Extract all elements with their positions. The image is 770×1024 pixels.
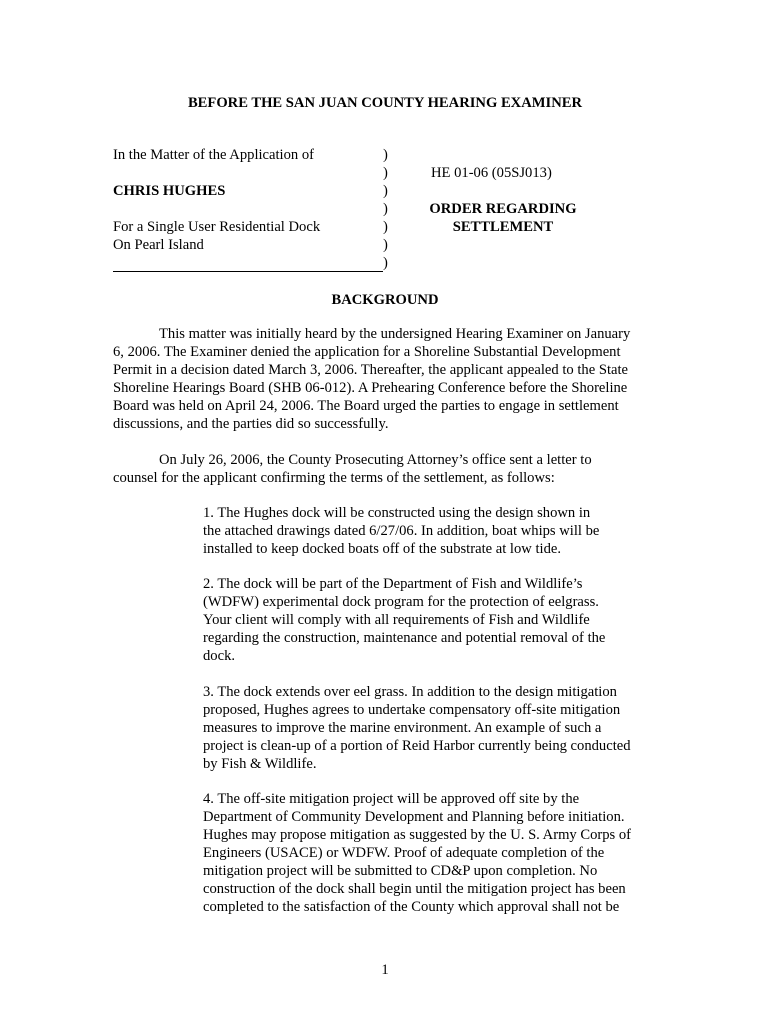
paren: ) (383, 255, 388, 271)
case-caption (113, 146, 673, 276)
text-line: discussions, and the parties did so successfully. (113, 416, 389, 432)
text-line: installed to keep docked boats off of the substrate at low tide. (203, 541, 561, 557)
text-line: project is clean-up of a portion of Reid Harbor currently being conducted (203, 738, 631, 754)
caption-case-info (403, 164, 603, 236)
paren: ) (383, 237, 388, 253)
caption-line: In the Matter of the Application of (113, 147, 315, 163)
text-line: Permit in a decision dated March 3, 2006. Thereafter, the applicant appealed to the State (113, 362, 629, 378)
section-heading: BACKGROUND (331, 292, 439, 308)
text-line: proposed, Hughes agrees to undertake compensatory off-site mitigation (203, 702, 621, 718)
settlement-term-1 (203, 504, 643, 558)
paren: ) (383, 147, 388, 163)
text-line: completed to the satisfaction of the County which approval shall not be (203, 899, 620, 915)
case-number: HE 01-06 (05SJ013) (431, 165, 552, 181)
text-line: regarding the construction, maintenance and potential removal of the (203, 630, 606, 646)
caption-line: On Pearl Island (113, 237, 204, 253)
document-title: BEFORE THE SAN JUAN COUNTY HEARING EXAMINER (187, 95, 583, 111)
text-line: 4. The off-site mitigation project will be approved off site by the (203, 791, 580, 807)
order-title-line: ORDER REGARDING (429, 201, 577, 217)
text-line: measures to improve the marine environment. An example of such a (203, 720, 602, 736)
text-line: On July 26, 2006, the County Prosecuting Attorney’s office sent a letter to (159, 452, 592, 468)
paragraph-background (113, 325, 655, 433)
text-line: mitigation project will be submitted to CD&P upon completion. No (203, 863, 598, 879)
paren: ) (383, 201, 388, 217)
caption-line (113, 164, 383, 182)
text-line: Shoreline Hearings Board (SHB 06-012). A Prehearing Conference before the Shoreline (113, 380, 628, 396)
text-line: Board was held on April 24, 2006. The Board urged the parties to engage in settlement (113, 398, 619, 414)
text-line: (WDFW) experimental dock program for the protection of eelgrass. (203, 594, 599, 610)
text-line: counsel for the applicant confirming the terms of the settlement, as follows: (113, 470, 555, 486)
caption-line: For a Single User Residential Dock (113, 219, 321, 235)
paren: ) (383, 219, 388, 235)
caption-line (113, 200, 383, 218)
text-line: 6, 2006. The Examiner denied the application for a Shoreline Substantial Development (113, 344, 621, 360)
text-line: dock. (203, 648, 236, 664)
paragraph-letter (113, 451, 655, 487)
page-number: 1 (381, 962, 389, 978)
settlement-term-3 (203, 683, 643, 773)
text-line: Hughes may propose mitigation as suggested by the U. S. Army Corps of (203, 827, 632, 843)
settlement-term-4 (203, 790, 643, 916)
paren: ) (383, 183, 388, 199)
text-line: Department of Community Development and Planning before initiation. (203, 809, 625, 825)
settlement-term-2 (203, 575, 643, 665)
applicant-name: CHRIS HUGHES (113, 183, 226, 199)
caption-rule (113, 271, 383, 290)
text-line: This matter was initially heard by the undersigned Hearing Examiner on January (159, 326, 631, 342)
text-line: Your client will comply with all requirements of Fish and Wildlife (203, 612, 590, 628)
paren: ) (383, 165, 388, 181)
text-line: construction of the dock shall begin until the mitigation project has been (203, 881, 626, 897)
order-title-line: SETTLEMENT (452, 219, 554, 235)
caption-parties (113, 146, 383, 254)
text-line: Engineers (USACE) or WDFW. Proof of adequate completion of the (203, 845, 605, 861)
text-line: 2. The dock will be part of the Department of Fish and Wildlife’s (203, 576, 583, 592)
text-line: by Fish & Wildlife. (203, 756, 317, 772)
order-title (403, 200, 603, 236)
caption-parens (383, 146, 395, 272)
text-line: 3. The dock extends over eel grass. In addition to the design mitigation (203, 684, 617, 700)
text-line: the attached drawings dated 6/27/06. In addition, boat whips will be (203, 523, 600, 539)
text-line: 1. The Hughes dock will be constructed using the design shown in (203, 505, 591, 521)
